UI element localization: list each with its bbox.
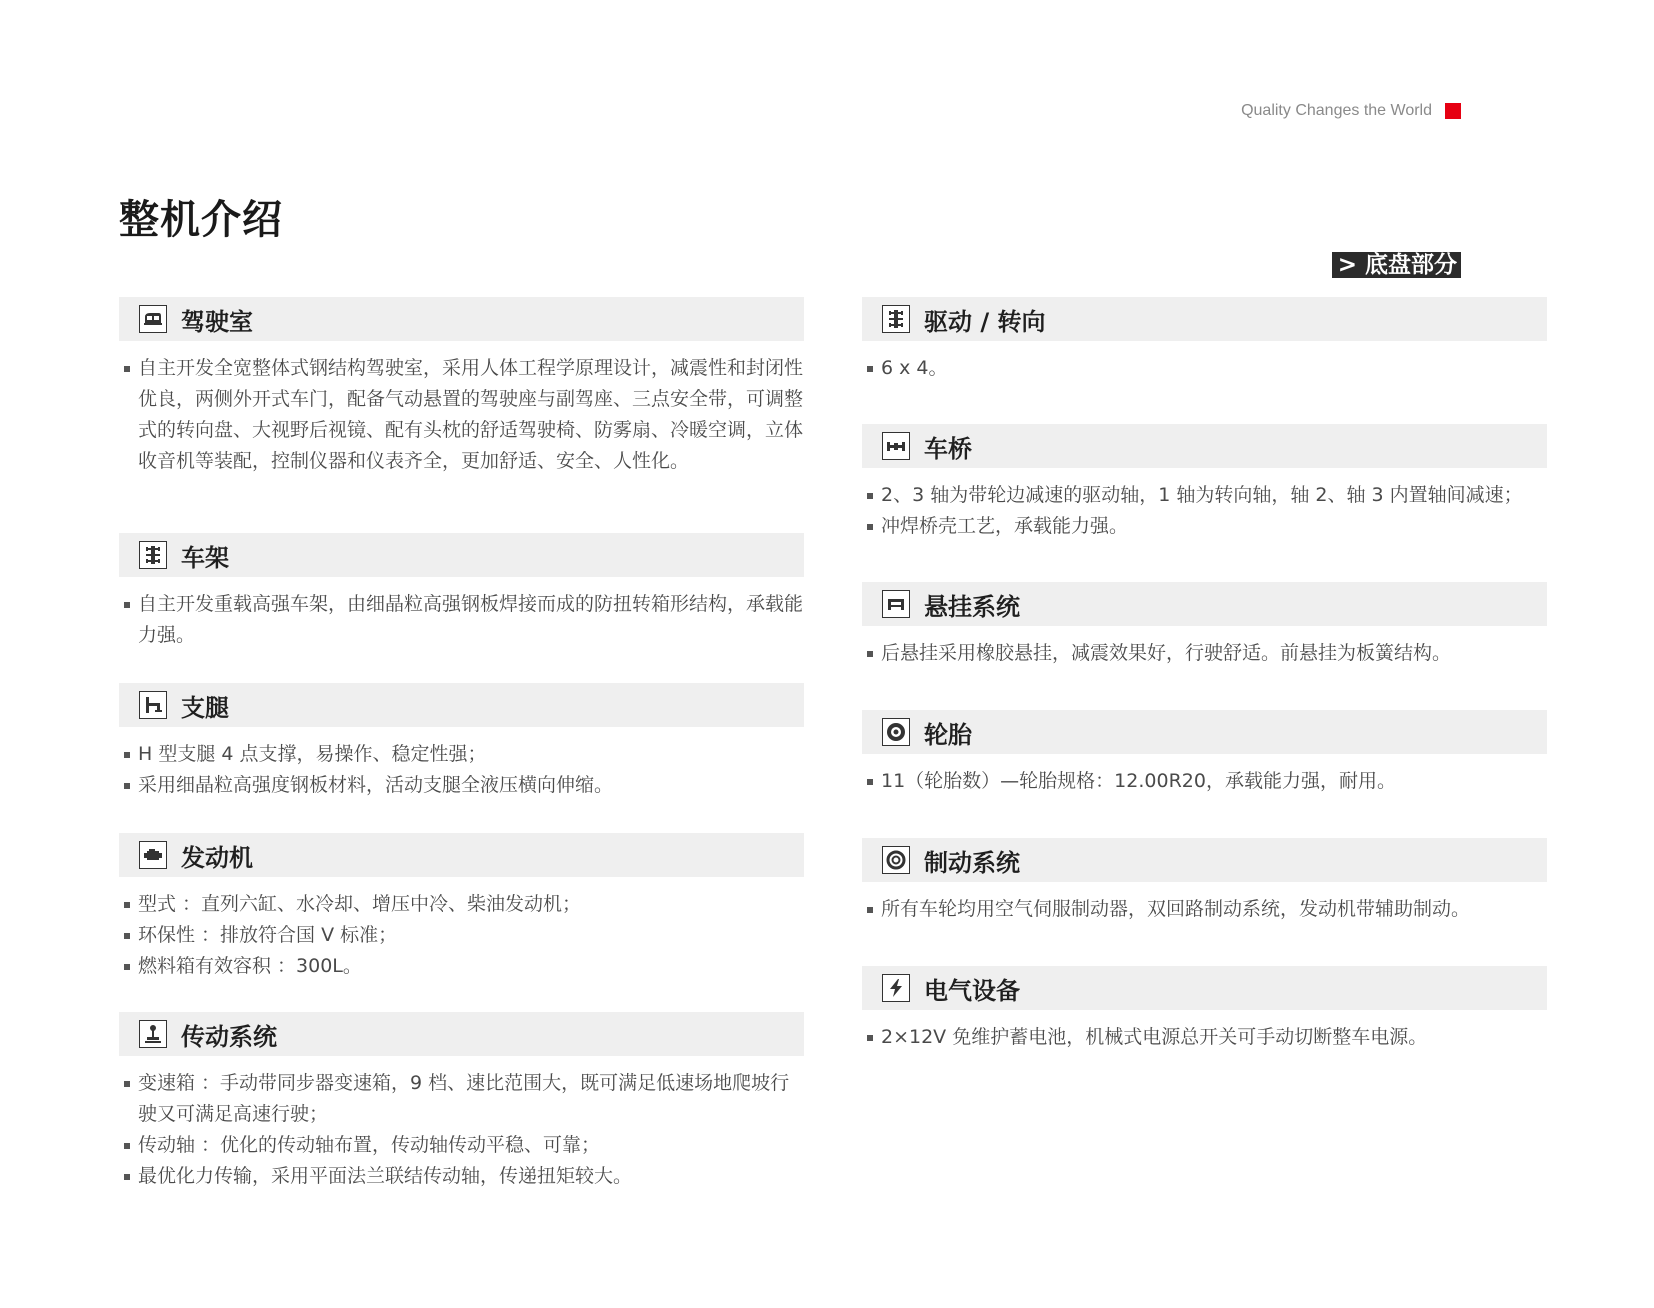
section-header — [862, 582, 1547, 626]
item-list — [119, 589, 804, 651]
list-item: 冲焊桥壳工艺，承载能力强。 — [862, 511, 1547, 542]
section-suspension — [862, 582, 1547, 669]
section-header — [862, 424, 1547, 468]
list-item: 6 x 4。 — [862, 353, 1547, 384]
section-title: 制动系统 — [924, 848, 1020, 877]
item-list — [119, 739, 804, 801]
section-engine — [119, 833, 804, 982]
gearshift-icon — [139, 1020, 167, 1048]
list-item: 所有车轮均用空气伺服制动器，双回路制动系统，发动机带辅助制动。 — [862, 894, 1547, 925]
list-item: 后悬挂采用橡胶悬挂，减震效果好，行驶舒适。前悬挂为板簧结构。 — [862, 638, 1547, 669]
section-tire — [862, 710, 1547, 797]
suspension-icon — [882, 590, 910, 618]
list-item: 型式 ：直列六缸、水冷却、增压中冷、柴油发动机； — [119, 889, 804, 920]
item-list — [862, 766, 1547, 797]
list-item: 燃料箱有效容积 ：300L。 — [119, 951, 804, 982]
slogan-text: Quality Changes the World — [1241, 102, 1432, 119]
list-item: 采用细晶粒高强度钢板材料，活动支腿全液压横向伸缩。 — [119, 770, 804, 801]
item-list — [862, 353, 1547, 384]
section-title: 驱动 / 转向 — [924, 307, 1046, 336]
list-item: 传动轴 ：优化的传动轴布置，传动轴传动平稳、可靠； — [119, 1130, 804, 1161]
item-list — [862, 638, 1547, 669]
section-header — [119, 683, 804, 727]
engine-icon — [139, 841, 167, 869]
category-tag: > 底盘部分 — [1332, 252, 1461, 278]
section-header — [119, 533, 804, 577]
section-drive-steering — [862, 297, 1547, 384]
section-header — [119, 833, 804, 877]
section-header — [119, 297, 804, 341]
section-transmission — [119, 1012, 804, 1192]
lightning-icon — [882, 974, 910, 1002]
item-list — [119, 353, 804, 477]
cab-icon — [139, 305, 167, 333]
list-item: 环保性 ：排放符合国 V 标准； — [119, 920, 804, 951]
red-square-icon — [1445, 103, 1461, 119]
section-header — [119, 1012, 804, 1056]
section-title: 悬挂系统 — [924, 592, 1020, 621]
item-list — [862, 1022, 1547, 1053]
list-item: 11（轮胎数）—轮胎规格：12.00R20，承载能力强，耐用。 — [862, 766, 1547, 797]
section-title: 支腿 — [181, 693, 229, 722]
list-item: H 型支腿 4 点支撑，易操作、稳定性强； — [119, 739, 804, 770]
item-list — [862, 480, 1547, 542]
item-list — [119, 1068, 804, 1192]
list-item: 最优化力传输，采用平面法兰联结传动轴，传递扭矩较大。 — [119, 1161, 804, 1192]
page-title: 整机介绍 — [119, 197, 283, 243]
section-header — [862, 297, 1547, 341]
section-frame — [119, 533, 804, 651]
drive-steering-icon — [882, 305, 910, 333]
tire-icon — [882, 718, 910, 746]
brake-icon — [882, 846, 910, 874]
section-title: 车架 — [181, 543, 229, 572]
section-title: 电气设备 — [924, 976, 1020, 1005]
section-title: 轮胎 — [924, 720, 972, 749]
list-item: 2、3 轴为带轮边减速的驱动轴，1 轴为转向轴，轴 2、轴 3 内置轴间减速； — [862, 480, 1547, 511]
list-item: 变速箱 ：手动带同步器变速箱，9 档、速比范围大，既可满足低速场地爬坡行驶又可满足高速行驶； — [119, 1068, 804, 1130]
section-cab — [119, 297, 804, 477]
list-item: 2×12V 免维护蓄电池，机械式电源总开关可手动切断整车电源。 — [862, 1022, 1547, 1053]
item-list — [119, 889, 804, 982]
axle-icon — [882, 432, 910, 460]
section-header — [862, 966, 1547, 1010]
list-item: 自主开发重载高强车架，由细晶粒高强钢板焊接而成的防扭转箱形结构，承载能力强。 — [119, 589, 804, 651]
section-header — [862, 710, 1547, 754]
section-title: 车桥 — [924, 434, 972, 463]
slogan — [1241, 102, 1461, 120]
section-axle — [862, 424, 1547, 542]
section-header — [862, 838, 1547, 882]
item-list — [862, 894, 1547, 925]
section-electrical — [862, 966, 1547, 1053]
outrigger-icon — [139, 691, 167, 719]
section-brake — [862, 838, 1547, 925]
list-item: 自主开发全宽整体式钢结构驾驶室，采用人体工程学原理设计，减震性和封闭性优良，两侧外开式车门，配备气动悬置的驾驶座与副驾座、三点安全带，可调整式的转向盘、大视野后视镜、配有头枕的舒适驾驶椅、防雾扇、冷暖空调，立体收音机等装配，控制仪器和仪表齐全，更加舒适、安全、人性化。 — [119, 353, 804, 477]
frame-icon — [139, 541, 167, 569]
section-title: 驾驶室 — [181, 307, 253, 336]
section-title: 传动系统 — [181, 1022, 277, 1051]
section-title: 发动机 — [181, 843, 253, 872]
section-outrigger — [119, 683, 804, 801]
